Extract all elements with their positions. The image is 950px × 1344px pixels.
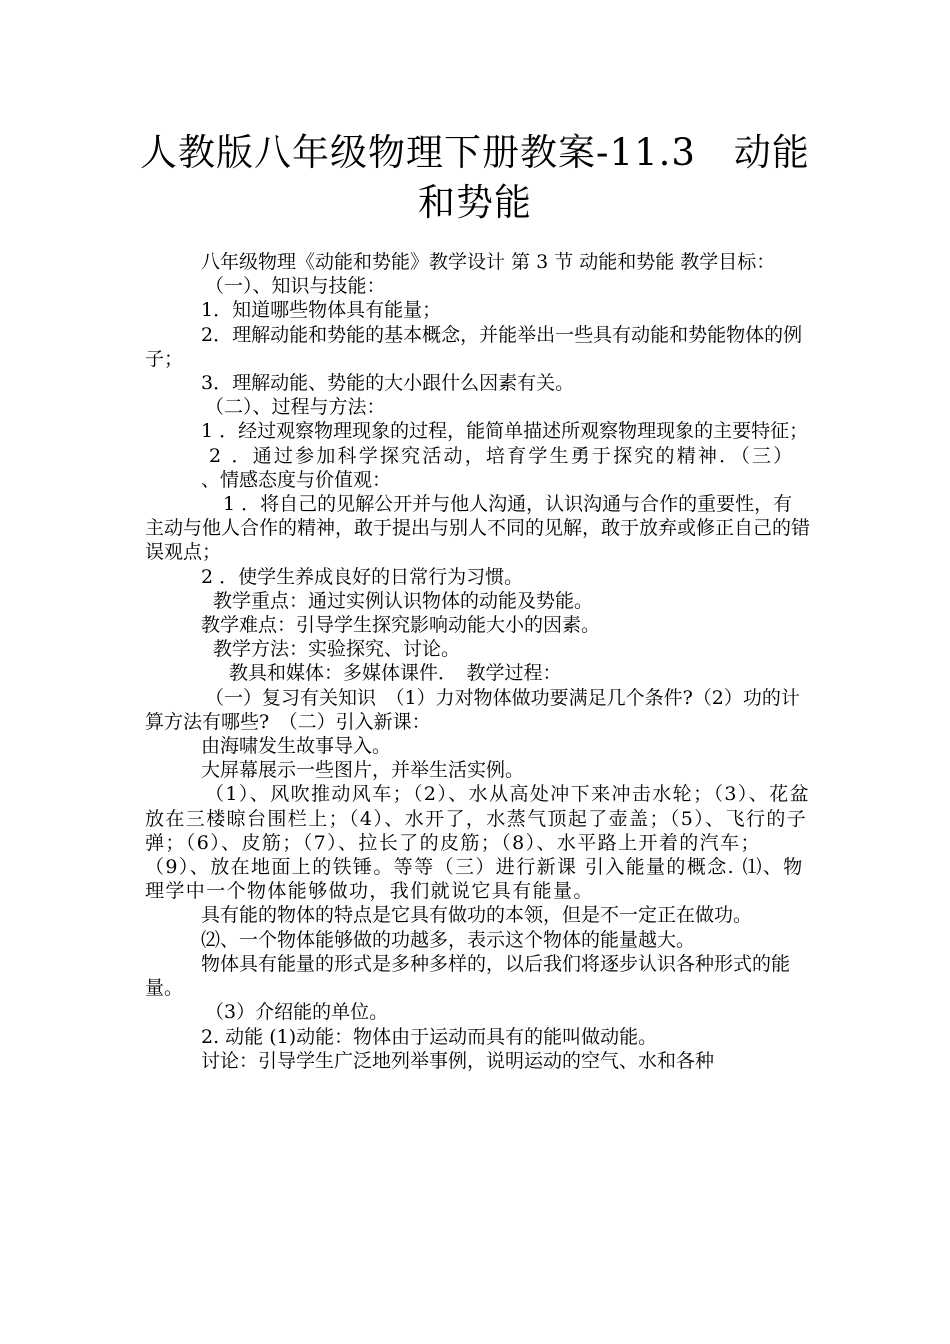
list-item: 3．理解动能、势能的大小跟什么因素有关。 (201, 372, 575, 395)
paragraph-text: 大屏幕展示一些图片，并举生活实例。 (201, 759, 525, 782)
document-title: 人教版八年级物理下册教案-11.3 动能和势能 (140, 131, 810, 224)
list-item: 1 ．将自己的见解公开并与他人沟通，认识沟通与合作的重要性，有主动与他人合作的精神，敢于提出与别人不同的见解，敢于放弃或修正自己的错误观点； (145, 493, 811, 564)
paragraph-kinetic-energy: 2. 动能 (1)动能：物体由于运动而具有的能叫做动能。 (201, 1025, 658, 1048)
list-item: 2 ．通过参加科学探究活动，培育学生勇于探究的精神．（三） (209, 444, 795, 467)
heading-knowledge-skills: （一）、知识与技能： (205, 275, 386, 298)
teaching-key-point: 教学重点：通过实例认识物体的动能及势能。 (213, 589, 594, 612)
document-body (145, 250, 810, 1073)
paragraph-text: 物体具有能量的形式是多种多样的，以后我们将逐步认识各种形式的能量。 (145, 952, 791, 1000)
paragraph-text: 具有能的物体的特点是它具有做功的本领，但是不一定正在做功。 (201, 904, 753, 927)
teaching-method: 教学方法：实验探究、讨论。 (213, 638, 461, 661)
paragraph-review: （一）复习有关知识 （1）力对物体做功要满足几个条件?（2）功的计算方法有哪些? （二）引入新课： (145, 686, 800, 733)
list-item: 1．知道哪些物体具有能量； (201, 299, 442, 322)
teaching-difficulty: 教学难点：引导学生探究影响动能大小的因素。 (201, 614, 601, 637)
list-item: 2 ．使学生养成良好的日常行为习惯。 (201, 565, 524, 588)
list-item: 2．理解动能和势能的基本概念，并能举出一些具有动能和势能物体的例子； (145, 323, 803, 370)
paragraph-text: （3）介绍能的单位。 (205, 1001, 389, 1024)
paragraph-intro: 八年级物理《动能和势能》教学设计 第 3 节 动能和势能 教学目标： (201, 251, 776, 273)
heading-process-methods: （二）、过程与方法： (205, 396, 386, 419)
paragraph-discussion: 讨论：引导学生广泛地列举事例，说明运动的空气、水和各种 (201, 1049, 715, 1072)
teaching-media: 教具和媒体：多媒体课件． 教学过程： (229, 662, 562, 685)
list-item: 1 ．经过观察物理现象的过程，能简单描述所观察物理现象的主要特征； (201, 420, 809, 443)
paragraph-text: 由海啸发生故事导入。 (201, 735, 392, 758)
paragraph-text: ⑵、一个物体能够做的功越多，表示这个物体的能量越大。 (201, 928, 696, 951)
heading-attitude-values: 、情感态度与价值观： (201, 468, 392, 491)
paragraph-examples: （1）、风吹推动风车；（2）、水从高处冲下来冲击水轮；（3）、花盆放在三楼晾台围栏上；（4）、水开了，水蒸气顶起了壶盖；（5）、飞行的子弹；（6）、皮筋；（7）、拉长了的皮筋；（8）、水平路上开着的汽车；（9）、放在地面上的铁锤。等等（三）进行新课 引入能量的概念. ⑴、物理学中一个物体能够做功，我们就说它具有能量。 (145, 783, 810, 903)
